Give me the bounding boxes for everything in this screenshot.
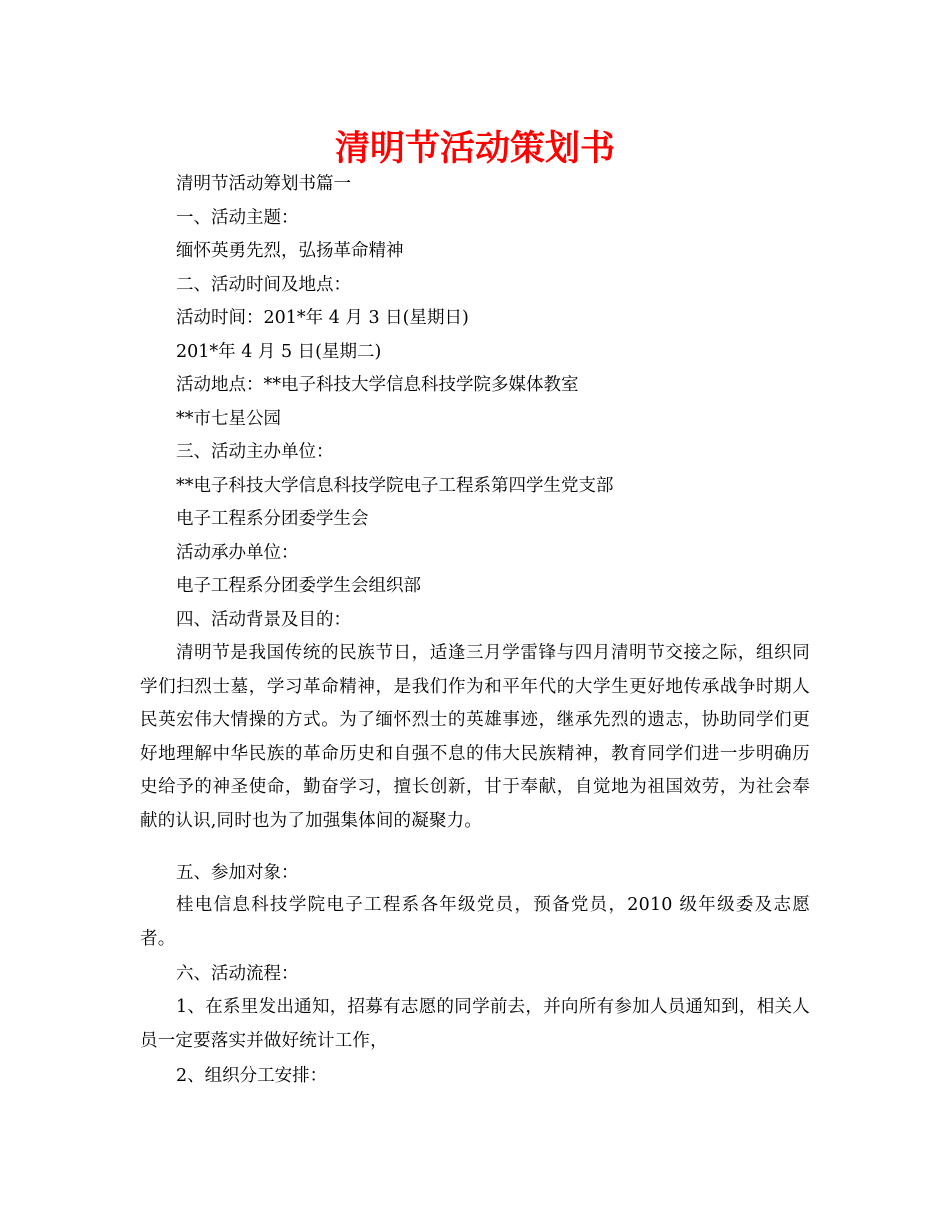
doc-participants-paragraph: 桂电信息科技学院电子工程系各年级党员，预备党员，2010 级年级委及志愿者。 xyxy=(140,895,810,949)
doc-line-section4-heading: 四、活动背景及目的： xyxy=(176,610,351,630)
doc-line-host-2: 电子工程系分团委学生会 xyxy=(176,509,369,529)
doc-line-process-step-2: 2、组织分工安排： xyxy=(176,1066,328,1086)
doc-line-time-2: 201*年 4 月 5 日(星期二) xyxy=(176,342,382,362)
doc-line-place-1: 活动地点：**电子科技大学信息科技学院多媒体教室 xyxy=(176,375,579,395)
doc-line-subtitle: 清明节活动筹划书篇一 xyxy=(176,174,351,194)
doc-line-section6-heading: 六、活动流程： xyxy=(176,964,299,984)
doc-process-step-1: 1、在系里发出通知，招募有志愿的同学前去，并向所有参加人员通知到，相关人员一定要落实并做好统计工作， xyxy=(140,997,810,1051)
doc-line-section2-heading: 二、活动时间及地点： xyxy=(176,275,351,295)
doc-line-section5-heading: 五、参加对象： xyxy=(176,863,299,883)
doc-line-organizer: 电子工程系分团委学生会组织部 xyxy=(176,576,421,596)
doc-line-section3-heading: 三、活动主办单位： xyxy=(176,442,334,462)
doc-background-paragraph: 清明节是我国传统的民族节日，适逢三月学雷锋与四月清明节交接之际，组织同学们扫烈士墓，学习革命精神，是我们作为和平年代的大学生更好地传承战争时期人民英宏伟大情操的方式。为了缅怀烈士的英雄事迹，继承先烈的遗志，协助同学们更好地理解中华民族的革命历史和自强不息的伟大民族精神，教育同学们进一步明确历史给予的神圣使命，勤奋学习，擅长创新，甘于奉献，自觉地为祖国效劳，为社会奉献的认识,同时也为了加强集体间的凝聚力。 xyxy=(140,643,810,831)
doc-line-organizer-heading: 活动承办单位： xyxy=(176,543,299,563)
document-title: 清明节活动策划书 xyxy=(334,129,615,169)
doc-line-host-1: **电子科技大学信息科技学院电子工程系第四学生党支部 xyxy=(176,476,614,496)
doc-line-time-1: 活动时间：201*年 4 月 3 日(星期日) xyxy=(176,308,469,328)
doc-line-place-2: **市七星公园 xyxy=(176,409,281,429)
doc-line-section1-heading: 一、活动主题： xyxy=(176,208,299,228)
doc-line-theme: 缅怀英勇先烈，弘扬革命精神 xyxy=(176,241,404,261)
